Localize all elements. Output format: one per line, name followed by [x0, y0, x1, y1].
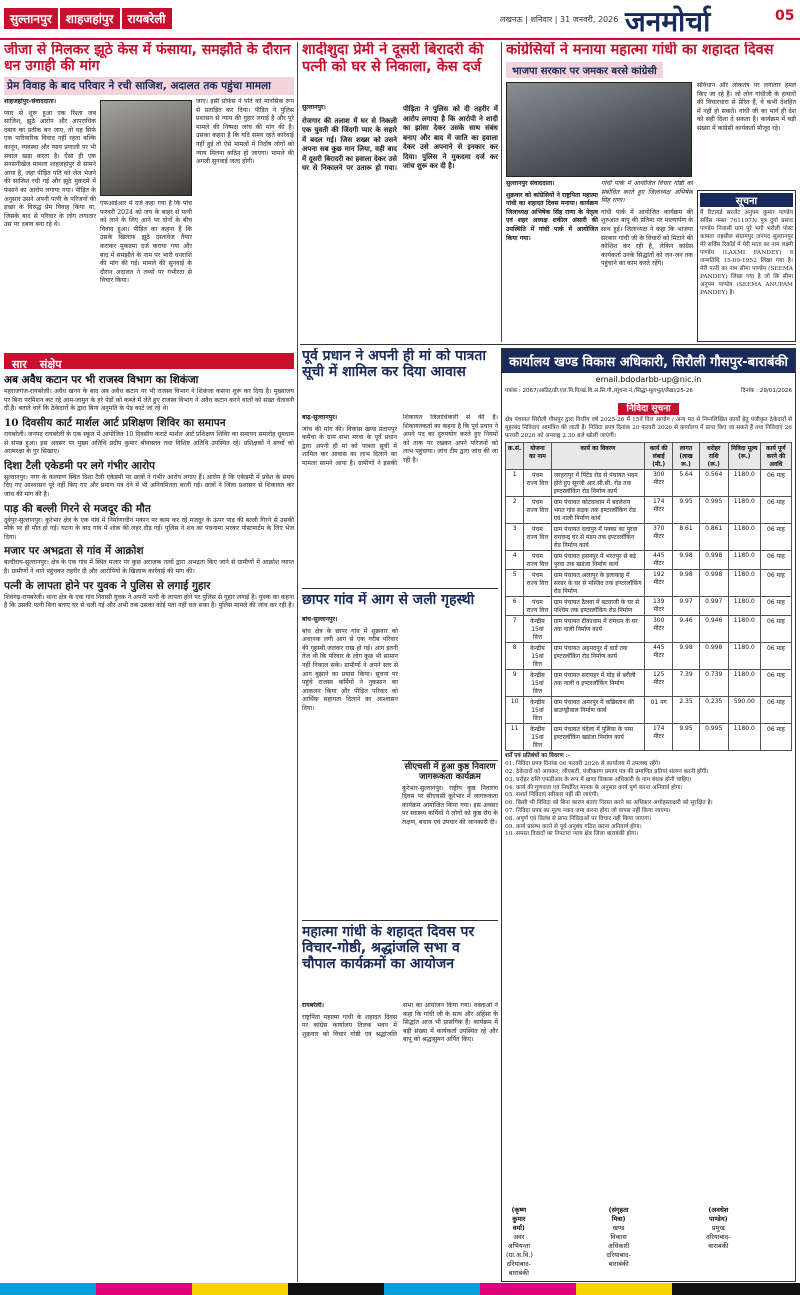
tab-raebareli[interactable]: रायबरेली	[122, 8, 172, 29]
table-cell: 0.995	[699, 497, 728, 524]
table-row	[506, 697, 792, 724]
story4-headline: पूर्व प्रधान ने अपनी ही मां को पात्रता सूची में शामिल कर दिया आवास	[302, 348, 486, 381]
table-cell: 8	[506, 643, 524, 670]
tender-title-wrap	[502, 396, 795, 415]
story1-subhead: प्रेम विवाह के बाद परिवार ने रची साजिश, अदालत तक पहुंचा मामला	[4, 77, 294, 95]
condition-item: 06. किसी भी निविदा को बिना कारण बताए निरस्त करने का अधिकार अधोहस्ताक्षरी को सुरक्षित है।	[505, 800, 713, 807]
condition-item: 03. धरोहर राशि एफडीआर के रूप में खण्ड विकास अधिकारी के नाम बंधक होनी चाहिए।	[505, 776, 692, 783]
story1-body-1: प्यार से शुरू हुआ एक रिश्ता जब साजिश, झूठे आरोप और आपराधिक दबाव का प्रतीक बन जाए, तो यह सिर्फ एक पारिवारिक विवाद नहीं रहता बल्कि कानून, व्यवस्था और न्याय प्रणाली पर भी सवाल खड़ा करता है। ऐसा ही एक सनसनीखेज मामला शाहजहांपुर से सामने आया है, जहां पीड़ित पति को जेल भेजने की साजिश रची गई और झूठे मुकदमे में फंसाने का आरोप लगाया गया। पीड़ित के अनुसार उसने अपनी पत्नी के परिजनों की इच्छा के विरुद्ध प्रेम विवाह किया था, जिसके बाद से परिवार के लोग लगातार उस पर दबाव बना रहे थे।	[4, 109, 96, 229]
table-cell: पंचम राज्य वित्त	[524, 551, 551, 570]
table-cell: 9.98	[673, 551, 699, 570]
table-cell: 0.997	[699, 597, 728, 616]
brief3-text: सुल्तानपुर। नगर के कल्याण स्थित दिशा टैली एकेडमी पर छात्रों ने गंभीर आरोप लगाए हैं। आरोप है कि एकेडमी में प्रवेश के समय दिए गए आश्वासन पूरे नहीं किए गए और प्रमाण पत्र देने में भी अनियमितता बरती गई। छात्रों ने जिला प्रशासन से शिकायत कर जांच की मांग की है।	[4, 473, 294, 498]
table-row	[506, 616, 792, 643]
table-cell: केन्द्रीय 15वां वित्त	[524, 724, 551, 751]
table-row	[506, 524, 792, 551]
table-cell: 1180.0	[728, 670, 760, 697]
story4-dateline: बाढ़-सुल्तानपुर।	[302, 414, 338, 421]
table-cell: ग्राम पंचायत हसनपुर में भरतपुर से बड़े पुरवा तक खडंजा निर्माण कार्य	[551, 551, 644, 570]
story5-box-text: कूरेभार-सुल्तानपुर। राष्ट्रीय कुष्ठ निवारण दिवस पर सीएचसी कूरेभार में जागरूकता कार्यक्रम आयोजित किया गया। इस अवसर पर स्वास्थ्य कर्मियों ने लोगों को कुष्ठ रोग के लक्षण, बचाव एवं उपचार की जानकारी दी।	[402, 784, 498, 826]
page-number: 05	[775, 8, 795, 24]
table-cell: 300 मीटर	[645, 616, 673, 643]
table-cell: 06 माह	[760, 551, 791, 570]
table-cell: ग्राम पंचायत ठैलवा में बटवाजी के घर से पश्चिम तक इण्टरलॉकिंग रोड निर्माण	[551, 597, 644, 616]
table-cell: 06 माह	[760, 670, 791, 697]
signatory	[606, 1205, 692, 1277]
story5-dateline: बांध-सुल्तानपुर।	[302, 616, 338, 623]
story3-headline: कांग्रेसियों ने मनाया महात्मा गांधी का शहादत दिवस	[506, 42, 774, 58]
dateline: लखनऊ | शनिवार | 31 जनवरी, 2026	[500, 15, 619, 24]
tender-notice-title: निविदा सूचना	[618, 403, 678, 415]
saar-label-2: संक्षेप	[39, 358, 62, 369]
table-cell: 3	[506, 524, 524, 551]
table-cell: 06 माह	[760, 616, 791, 643]
table-cell: 0.564	[699, 470, 728, 497]
brief6-text: शिवगढ़-रायबरेली। थाना क्षेत्र के एक गांव निवासी युवक ने अपनी पत्नी के लापता होने पर पुलिस से गुहार लगाई है। युवक का कहना है कि उसकी पत्नी बिना बताए घर से चली गई और अभी तक उसका कोई पता नहीं चल सका है। पुलिस मामले की जांच कर रही है।	[4, 593, 294, 610]
signatory-name: (कृष्ण कुमार वर्मा)	[511, 1206, 527, 1232]
story3-caption: गांधी पार्क में आयोजित विचार गोष्ठी को संबोधित करते हुए जिलाध्यक्ष अभिषेक सिंह राणा।	[601, 180, 693, 205]
brief2-text: रायबरेली। जनपद रायबरेली के एक स्कूल में आयोजित 10 दिवसीय कराटे मार्शल आर्ट प्रशिक्षण शिविर का समापन समारोह धूमधाम से संपन्न हुआ। इस अवसर पर मुख्य अतिथि प्रदीप कुमार श्रीवास्तव तथा विशिष्ट अतिथि उपस्थित रहे। प्रशिक्षकों ने बच्चों को आत्मरक्षा के गुर सिखाए।	[4, 430, 294, 456]
table-cell: ग्राम पंचायत अहमदपुर में वार्ड तक इण्टरलॉकिंग रोड निर्माण कार्य	[551, 643, 644, 670]
table-cell: 4	[506, 551, 524, 570]
table-cell: 1180.0	[728, 643, 760, 670]
table-cell: 5.64	[673, 470, 699, 497]
tender-table-wrap	[502, 440, 795, 753]
tender-notice	[501, 348, 796, 1282]
table-cell: 5	[506, 570, 524, 597]
story1-header	[4, 42, 294, 100]
brief1-headline: अब अवैध कटान पर भी राजस्व विभाग का शिकंजा	[4, 374, 199, 386]
table-cell: पंचम राज्य वित्त	[524, 570, 551, 597]
table-cell: 9.97	[673, 597, 699, 616]
brief4-text: दूबेपुर-सुल्तानपुर। कूरेभार क्षेत्र के एक गांव में निर्माणाधीन मकान पर काम कर रहे मजदूर के ऊपर पाड़ की बल्ली गिरने से उसकी मौके पर ही मौत हो गई। घटना के बाद गांव में शोक की लहर दौड़ गई। पुलिस ने शव का पंचनामा भरकर पोस्टमार्टम के लिए भेज दिया।	[4, 516, 294, 541]
tender-col-header: कार्य पूर्ण करने की अवधि	[760, 443, 791, 470]
table-cell: 06 माह	[760, 497, 791, 524]
tender-table	[505, 442, 792, 751]
tender-col-header: निविदा मूल्य (रू.)	[728, 443, 760, 470]
table-cell: ग्राम पंचायत चंदेला में पुलिया के पास इण्टरलॉकिंग खडंजा निर्माण कार्य	[551, 724, 644, 751]
signatory-name: (संगृहता मित्रा)	[608, 1206, 629, 1223]
table-cell: 2	[506, 497, 524, 524]
signatory-place: दरियाबाद-बाराबंकी	[606, 1251, 631, 1268]
table-cell: 1180.0	[728, 497, 760, 524]
signatory-role: अवर अभियन्ता (ग्रा.अ.वि.)	[506, 1233, 533, 1259]
table-cell: 06 माह	[760, 570, 791, 597]
signatory-name: (अवधेश पाण्डेय)	[708, 1206, 729, 1223]
story2-text: रोजगार की तलाश में घर से निकली एक युवती की जिंदगी प्यार के सहारे में बदल गई। जिस शख्स को उसने अपना सब कुछ मान लिया, वही बाद में दूसरी बिरादरी का हवाला देकर उसे घर से निकालने पर उतारू हो गया। पीड़िता ने पुलिस को दी तहरीर में आरोप लगाया है कि आरोपी ने शादी का झांसा देकर उसके साथ संबंध बनाए और बाद में जाति का हवाला देकर उसे अपनाने से इनकार कर दिया। पुलिस ने मुकदमा दर्ज कर जांच शुरू कर दी है।	[302, 104, 498, 173]
tender-table-header	[506, 443, 792, 470]
table-cell: पंचम राज्य वित्त	[524, 524, 551, 551]
story3-side	[697, 82, 796, 190]
tender-col-header: कार्य का विवरण	[551, 443, 644, 470]
table-cell: 06 माह	[760, 724, 791, 751]
tender-headline: कार्यालय खण्ड विकास अधिकारी, सिरौली गौसपुर-बाराबंकी	[502, 349, 795, 373]
table-cell: केन्द्रीय 15वां वित्त	[524, 643, 551, 670]
table-row	[506, 724, 792, 751]
saar-label: सार	[12, 358, 27, 369]
table-cell: 300 मीटर	[645, 470, 673, 497]
signatory-place: दरियाबाद-बाराबंकी	[706, 1233, 731, 1250]
table-cell: 0.739	[699, 670, 728, 697]
table-cell: 1	[506, 470, 524, 497]
section-tabs	[4, 8, 174, 29]
condition-item: 08. अपूर्ण एवं विलंब से प्राप्त निविदाओं पर विचार नहीं किया जाएगा।	[505, 815, 652, 822]
story6-header	[302, 924, 498, 1000]
saar-banner	[4, 353, 294, 369]
story3-col1	[506, 180, 598, 342]
table-row	[506, 470, 792, 497]
table-cell: 1180.0	[728, 570, 760, 597]
conditions-title: शर्तें एवं प्रतिबंधों का विवरण :-	[505, 753, 571, 760]
notice-box	[697, 190, 796, 342]
tender-ref: पत्रांक : 2067/आडिट/डी.एल.पि.पि/खं.वि.अ.सि.गौ./सूचना नं./सिद्धा-मूलभूत/लेखा/25-26	[505, 388, 693, 394]
table-cell: ग्राम पंचायत दलापुर में पक्का का पुरवा रामचन्द्र घर से मंडप तक इण्टरलॉकिंग रोड निर्माण कार्य	[551, 524, 644, 551]
table-cell: ग्राम पंचायत टीकाधाम में रामधन के घर तक नाली निर्माण कार्य	[551, 616, 644, 643]
table-cell: 06 माह	[760, 597, 791, 616]
tender-col-header: योजना का नाम	[524, 443, 551, 470]
table-row	[506, 643, 792, 670]
story1-headline: जीजा से मिलकर झूठे केस में फंसाया, समझौते के दौरान धन उगाही की मांग	[4, 42, 291, 75]
table-cell: 06 माह	[760, 470, 791, 497]
tender-date: दिनांक : 29/01/2026	[741, 388, 792, 394]
story6-dateline: रायबरेली।	[302, 1002, 324, 1009]
newspaper-logo: जनमोर्चा	[625, 5, 711, 38]
story6-text: राष्ट्रपिता महात्मा गांधी के शहादत दिवस पर कांग्रेस कार्यालय तिलक भवन में शुक्रवार को विचार गोष्ठी एवं श्रद्धांजलि सभा का आयोजन किया गया। वक्ताओं ने कहा कि गांधी जी के सत्य और अहिंसा के सिद्धांत आज भी प्रासंगिक हैं। कार्यक्रम में बड़ी संख्या में कार्यकर्ता उपस्थित रहे और बापू को श्रद्धासुमन अर्पित किए।	[302, 1002, 498, 1044]
table-cell: 125 मीटर	[645, 670, 673, 697]
table-cell: 0.235	[699, 697, 728, 724]
story6-body	[302, 1002, 498, 1280]
table-cell: 1180.0	[728, 616, 760, 643]
table-cell: 06 माह	[760, 643, 791, 670]
brief2-headline: 10 दिवसीय कार्ट मार्शल आर्ट प्रशिक्षण शिविर का समापन	[4, 416, 226, 429]
story3-text: गांधी पार्क में आयोजित कार्यक्रम की शुरुआत बापू की प्रतिमा पर माल्यार्पण के साथ हुई। जिलाध्यक्ष ने कहा कि भाजपा सरकार गांधी जी के विचारों को मिटाने की कोशिश कर रही है, लेकिन कांग्रेस कार्यकर्ता उनके सिद्धांतों को जन-जन तक पहुंचाने का काम करते रहेंगे।	[601, 208, 693, 268]
table-cell: 0.946	[699, 616, 728, 643]
tender-refline	[502, 386, 795, 394]
story2-dateline: सुल्तानपुर।	[302, 104, 326, 111]
conditions-list	[505, 761, 792, 839]
story1-body-2: एफआईआर में दर्ज कहा गया है कि पांच फरवरी 2024 को जय के बाहर से पत्नी को लाने के लिए आने पर दोनों के बीच विवाद हुआ। पीड़ित का कहना है कि उसके खिलाफ झूठे दस्तावेज तैयार कराकर मुकदमा दर्ज कराया गया और बाद में समझौते के नाम पर भारी धनराशि की मांग की गई। मामले की सुनवाई के दौरान अदालत ने तथ्यों पर गंभीरता से विचार किया।	[100, 200, 192, 285]
story1-body-3: जाए। इसी प्रोफेस ने पति को मानसिक रूप से प्रताड़ित कर दिया। पीड़ित ने पुलिस प्रशासन से न्याय की गुहार लगाई है और पूरे मामले की निष्पक्ष जांच की मांग की है। उसका कहना है कि यदि समय रहते कार्रवाई नहीं हुई तो ऐसे मामलों में निर्दोष लोगों को न्याय मिलना कठिन हो जाएगा। मामले की अगली सुनवाई जल्द होगी।	[196, 98, 294, 166]
table-cell: 0.861	[699, 524, 728, 551]
table-cell: 11	[506, 724, 524, 751]
table-cell: 0.995	[699, 724, 728, 751]
table-cell: 9.95	[673, 497, 699, 524]
color-registration-bar	[0, 1283, 800, 1295]
table-cell: केन्द्रीय 15वां वित्त	[524, 697, 551, 724]
tender-col-header: कार्य की लंबाई (मी.)	[645, 443, 673, 470]
table-cell: पंचम राज्य वित्त	[524, 470, 551, 497]
story3-dateline: सुल्तानपुर संवाददाता।	[506, 180, 555, 187]
table-cell: 1180.0	[728, 724, 760, 751]
tender-table-body	[506, 470, 792, 751]
story2-header	[302, 42, 498, 102]
table-cell: 6	[506, 597, 524, 616]
table-cell: 174 मीटर	[645, 724, 673, 751]
story1-dateline: शाहजहांपुर-संवाददाता।	[4, 98, 57, 105]
table-cell: 9	[506, 670, 524, 697]
table-row	[506, 597, 792, 616]
signatory-role: खण्ड विकास अधिकारी	[607, 1224, 630, 1250]
story5-col1	[302, 616, 398, 918]
tab-shahjahanpur[interactable]: शाहजहांपुर	[60, 8, 120, 29]
table-cell: 1180.0	[728, 524, 760, 551]
table-cell: ग्राम पंचायत अमरपुर में कब्रिस्तान की बाउण्ड्रीवाल निर्माण कार्य	[551, 697, 644, 724]
brief4-headline: पाड़ की बल्ली गिरने से मजदूर की मौत	[4, 502, 151, 515]
signatory-place: दरियाबाद-बाराबंकी	[506, 1260, 532, 1277]
story5-headline: छापर गांव में आग से जली गृहस्थी	[302, 592, 475, 608]
table-cell: 445 मीटर	[645, 643, 673, 670]
table-cell: पंचम राज्य वित्त	[524, 497, 551, 524]
tender-col-header: धरोहर राशि (रू.)	[699, 443, 728, 470]
table-cell: 139 मीटर	[645, 597, 673, 616]
tender-col-header: क्र.सं.	[506, 443, 524, 470]
table-cell: ग्राम पंचायत सरायहर में मोड़ से बरौली तक नाली व इण्टरलॉकिंग निर्माण	[551, 670, 644, 697]
story4-header	[302, 348, 498, 412]
story5-box-headline: सीएचसी में हुआ कुष्ठ निवारण जागरूकता कार्यक्रम	[404, 762, 496, 782]
table-cell: 2.35	[673, 697, 699, 724]
table-cell: ग्राम पंचायत अलापुर के इलाकाह में सरवर के घर से मस्जिद तक इण्टरलॉकिंग रोड निर्माण	[551, 570, 644, 597]
notice-text: मैं रिटायर्ड सरजेंट अनुपम कुमार पाण्डेय सर्विस नम्बर 761197N पुत्र दुर्गा प्रसाद पाण्डेय निवासी ग्राम पूरे भगौ भरौली पोस्ट कामता तहसील संग्रामपुर जनपद सुल्तानपुर मेरे सर्विस रिकॉर्ड में मेरी माता का नाम लक्ष्मी पाण्डेय (LAXMI PANDEY) व जन्मतिथि 15-09-1952 लिखा गया है। मेरी पत्नी का नाम सीमा पाण्डेय (SEEMA PANDEY) लिखा गया है जो कि सीमा अनुपम पाण्डेय (SEEMA ANUPAM PANDEY) है।	[700, 210, 793, 296]
table-row	[506, 497, 792, 524]
table-row	[506, 551, 792, 570]
table-row	[506, 670, 792, 697]
story1-col2	[100, 200, 192, 350]
table-cell: 8.61	[673, 524, 699, 551]
table-cell: 01 नग	[645, 697, 673, 724]
table-cell: 7	[506, 616, 524, 643]
condition-item: 02. ठेकेदारों को आयकर, जीएसटी, पंजीकरण प्रमाण पत्र की प्रमाणित प्रतियां संलग्न करनी होंगी।	[505, 768, 709, 775]
signatory	[506, 1205, 592, 1277]
table-cell: 9.98	[673, 643, 699, 670]
table-cell: ग्राम पंचायत कोटवाधाम में बदलेराय भगत गांव सड़क तक इण्टरलॉकिंग रोड एवं नाली निर्माण कार्य	[551, 497, 644, 524]
story2-headline: शादीशुदा प्रेमी ने दूसरी बिरादरी की पत्नी को घर से निकाला, केस दर्ज	[302, 42, 484, 75]
story5-header	[302, 592, 498, 614]
signatory-role: प्रमुख	[711, 1224, 725, 1232]
table-cell: 0.998	[699, 570, 728, 597]
story2-body	[302, 104, 498, 342]
brief5-headline: मजार पर अभद्रता से गांव में आक्रोश	[4, 545, 144, 558]
table-row	[506, 570, 792, 597]
table-cell: केन्द्रीय 15वां वित्त	[524, 616, 551, 643]
signature-block	[502, 1205, 795, 1277]
brief5-text: बल्दीराय-सुल्तानपुर। क्षेत्र के एक गांव में स्थित मजार पर कुछ अराजक तत्वों द्वारा अभद्रता किए जाने से ग्रामीणों में आक्रोश व्याप्त है। ग्रामीणों ने थाने पहुंचकर तहरीर दी और आरोपियों के खिलाफ कार्रवाई की मांग की।	[4, 559, 294, 576]
story1-photo	[100, 100, 192, 196]
table-cell: 9.98	[673, 570, 699, 597]
saar-column	[4, 372, 294, 1277]
story5-box	[402, 760, 498, 918]
condition-item: 01. निविदा प्रपत्र दिनांक 06 फरवरी 2026 से कार्यालय में उपलब्ध रहेंगे।	[505, 761, 661, 768]
tender-intro: क्षेत्र पंचायत सिरौली गौसपुर द्वारा वित्तीय वर्ष 2025-26 में 15वें वित्त आयोग / अन्य मद से निम्नलिखित कार्यों हेतु पंजीकृत ठेकेदारों से मुहरबंद निविदाएं आमंत्रित की जाती हैं। निविदा प्रपत्र दिनांक 20 फरवरी 2026 से कार्यालय में प्राप्त किए जा सकते हैं तथा निविदाएं 26 फरवरी 2026 को अपराह्न 2.30 बजे खोली जाएंगी।	[505, 417, 792, 439]
signatory	[706, 1205, 792, 1277]
story3-photo	[506, 82, 692, 177]
table-cell: पंचम राज्य वित्त	[524, 597, 551, 616]
story3-col2	[601, 180, 693, 342]
story5-text: बांध क्षेत्र के छापर गांव में शुक्रवार को अचानक लगी आग से एक गरीब परिवार की गृहस्थी जलकर राख हो गई। आग इतनी तेज थी कि परिवार के लोग कुछ भी सामान नहीं निकाल सके। ग्रामीणों ने अपने स्तर से आग बुझाने का प्रयास किया। सूचना पर पहुंचे राजस्व कर्मियों ने नुकसान का आकलन किया और पीड़ित परिवार को आर्थिक सहायता दिलाने का आश्वासन दिया।	[302, 627, 398, 712]
table-cell: 1180.0	[728, 597, 760, 616]
table-cell: 0.998	[699, 551, 728, 570]
table-cell: केन्द्रीय 15वां वित्त	[524, 670, 551, 697]
tab-sultanpur[interactable]: सुल्तानपुर	[4, 8, 58, 29]
condition-item: 05. सशर्त निविदाएं स्वीकार नहीं की जाएंगी।	[505, 792, 599, 799]
condition-item: 09. कार्य प्रारम्भ करने से पूर्व अनुबंध गठित करना अनिवार्य होगा।	[505, 823, 642, 830]
notice-title: सूचना	[700, 193, 793, 207]
table-cell: जरहरापुर में पिंटेड रोड से पंचायत भवन होते हुए सूरजी आर.सी.सी. रोड तक इण्टरलॉकिंग रोड निर्माण कार्य	[551, 470, 644, 497]
story6-headline: महात्मा गांधी के शहादत दिवस पर विचार-गोष्ठी, श्रद्धांजलि सभा व चौपाल कार्यक्रमों का आयोजन	[302, 924, 475, 973]
story1-col1	[4, 98, 96, 350]
table-cell: 445 मीटर	[645, 551, 673, 570]
brief1-text: महराजगंज-रायबरेली। अवैध खनन के बाद अब अवैध कटान पर भी राजस्व विभाग ने शिकंजा कसना शुरू कर दिया है। मुख्यालय पर बिना परमिशन कट रहे आम-जामुन के हरे पेड़ों को कब्जे में लेते हुए राजस्व विभाग ने अवैध कटान करने वालों को सख्त चेतावनी दी है। बताते चलें कि ठेकेदारों के द्वारा बिना अनुमति के पेड़ काटे जा रहे थे।	[4, 388, 294, 413]
table-cell: 1180.0	[728, 470, 760, 497]
story3-lead: शुक्रवार को कांग्रेसियों ने राष्ट्रपिता महात्मा गांधी का शहादत दिवस मनाया। कार्यक्रम जिलाध्यक्ष अभिषेक सिंह राणा के नेतृत्व एवं शहर अध्यक्ष शकील अंसारी की उपस्थिति में गांधी पार्क में आयोजित किया गया।	[506, 191, 598, 242]
table-cell: 1180.0	[728, 551, 760, 570]
table-cell: 370 मीटर	[645, 524, 673, 551]
story4-body	[302, 414, 498, 586]
story3-subhead: भाजपा सरकार पर जमकर बरसे कांग्रेसी	[506, 62, 663, 78]
tender-col-header: लागत (लाख रू.)	[673, 443, 699, 470]
masthead	[0, 0, 800, 38]
table-cell: 10	[506, 697, 524, 724]
story1-col3	[196, 98, 294, 350]
table-cell: 06 माह	[760, 697, 791, 724]
table-cell: 9.46	[673, 616, 699, 643]
condition-item: 10. समस्त विवादों का निपटारा न्याय क्षेत्र जिला बाराबंकी होगा।	[505, 831, 639, 838]
condition-item: 04. कार्य की गुणवत्ता एवं निर्धारित मानक के अनुसार कार्य पूर्ण करना अनिवार्य होगा।	[505, 784, 683, 791]
table-cell: 06 माह	[760, 524, 791, 551]
story3-header	[506, 42, 796, 82]
brief3-headline: दिशा टैली एकेडमी पर लगे गंभीर आरोप	[4, 459, 156, 472]
story3-sidetext: संविधान और लोकतंत्र पर लगातार हमले किए जा रहे हैं। जो लोग गांधीजी के हत्यारों की विचारधारा से प्रेरित हैं, वे कभी देशहित में नहीं हो सकते। गांधी जी का मार्ग ही देश को सही दिशा दे सकता है। कार्यक्रम में बड़ी संख्या में कांग्रेसी कार्यकर्ता मौजूद रहे।	[697, 82, 796, 132]
table-cell: 590.00	[728, 697, 760, 724]
tender-email[interactable]: email.bdodarbb-up@nic.in	[595, 375, 702, 384]
table-cell: 9.95	[673, 724, 699, 751]
table-cell: 192 मीटर	[645, 570, 673, 597]
brief6-headline: पत्नी के लापता होने पर युवक ने पुलिस से लगाई गुहार	[4, 579, 211, 592]
table-cell: 7.39	[673, 670, 699, 697]
tender-conditions	[502, 753, 795, 839]
table-cell: 174 मीटर	[645, 497, 673, 524]
condition-item: 07. निविदा प्रपत्र का मूल्य नकद जमा करना होगा जो वापस नहीं किया जाएगा।	[505, 807, 671, 814]
table-cell: 0.998	[699, 643, 728, 670]
story4-text: जांच की मांग की। विकास खण्ड प्रतापपुर कमैचा के ग्राम सभा मरवा के पूर्व प्रधान द्वारा अपनी ही मां को पात्रता सूची में शामिल कर आवास का लाभ दिलाने का मामला सामने आया है। ग्रामीणों ने इसकी शिकायत जिलाधिकारी से की है। शिकायतकर्ता का कहना है कि पूर्व प्रधान ने अपने पद का दुरुपयोग करते हुए नियमों को ताक पर रखकर अपने परिजनों को लाभ पहुंचाया। जांच टीम द्वारा जांच की जा रही है।	[302, 414, 498, 467]
